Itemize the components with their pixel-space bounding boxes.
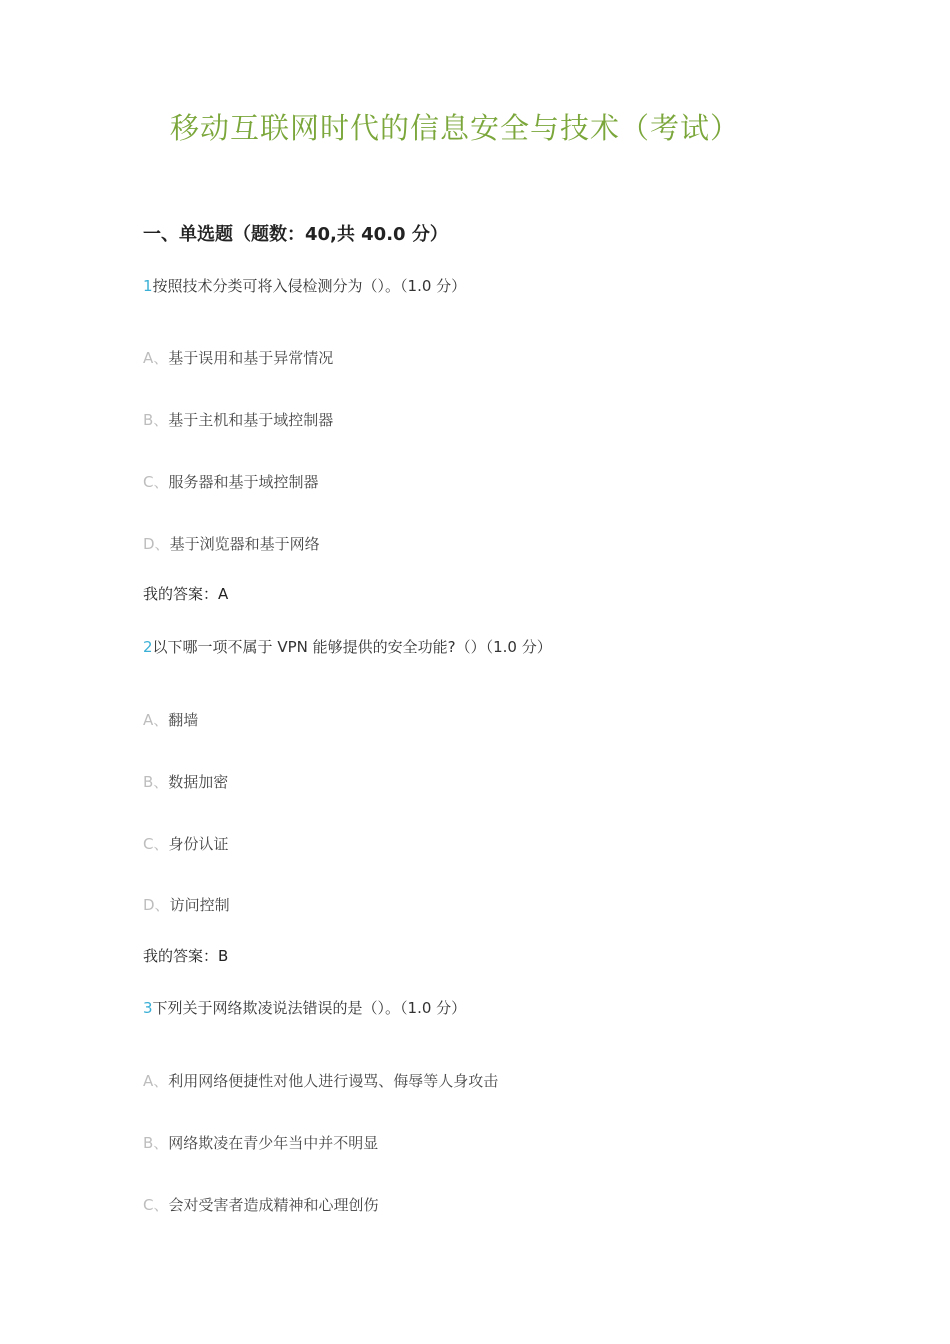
document-title: 移动互联网时代的信息安全与技术（考试） [169,111,740,145]
option-letter: A、 [143,711,169,729]
question-3 [143,997,466,1019]
question-3-option-a [143,1070,498,1092]
option-text: 基于浏览器和基于网络 [169,535,320,553]
question-number: 1 [143,277,153,295]
option-text: 利用网络便捷性对他人进行谩骂、侮辱等人身攻击 [168,1072,499,1090]
option-text: 网络欺凌在青少年当中并不明显 [168,1134,379,1152]
option-text: 数据加密 [168,773,229,791]
option-letter: A、 [143,349,169,367]
question-1 [143,275,466,297]
option-letter: B、 [143,773,169,791]
question-text: 以下哪一项不属于 VPN 能够提供的安全功能?（）（1.0 分） [152,638,552,656]
option-text: 翻墙 [168,711,199,729]
question-3-option-c [143,1194,379,1216]
option-text: 基于主机和基于域控制器 [168,411,334,429]
option-letter: C、 [143,473,169,491]
option-letter: D、 [143,535,170,553]
question-1-option-a [143,347,333,369]
option-letter: B、 [143,411,169,429]
option-text: 访问控制 [169,896,230,914]
question-1-option-d [143,533,320,555]
section-header: 一、单选题（题数：40,共 40.0 分） [143,224,448,245]
option-letter: D、 [143,896,170,914]
option-letter: B、 [143,1134,169,1152]
option-text: 身份认证 [168,835,229,853]
question-2-option-a [143,709,198,731]
question-number: 3 [143,999,153,1017]
option-text: 基于误用和基于异常情况 [168,349,334,367]
question-2-answer: 我的答案：B [143,947,229,965]
question-2-option-c [143,833,229,855]
option-letter: C、 [143,1196,169,1214]
question-2-option-d [143,894,230,916]
option-letter: A、 [143,1072,169,1090]
question-number: 2 [143,638,153,656]
question-1-answer: 我的答案：A [143,585,229,603]
question-3-option-b [143,1132,378,1154]
option-text: 会对受害者造成精神和心理创伤 [168,1196,379,1214]
question-text: 下列关于网络欺凌说法错误的是（）。（1.0 分） [152,999,467,1017]
question-1-option-c [143,471,319,493]
option-text: 服务器和基于域控制器 [168,473,319,491]
question-2 [143,636,552,658]
question-text: 按照技术分类可将入侵检测分为（）。（1.0 分） [152,277,467,295]
question-1-option-b [143,409,333,431]
question-2-option-b [143,771,228,793]
option-letter: C、 [143,835,169,853]
